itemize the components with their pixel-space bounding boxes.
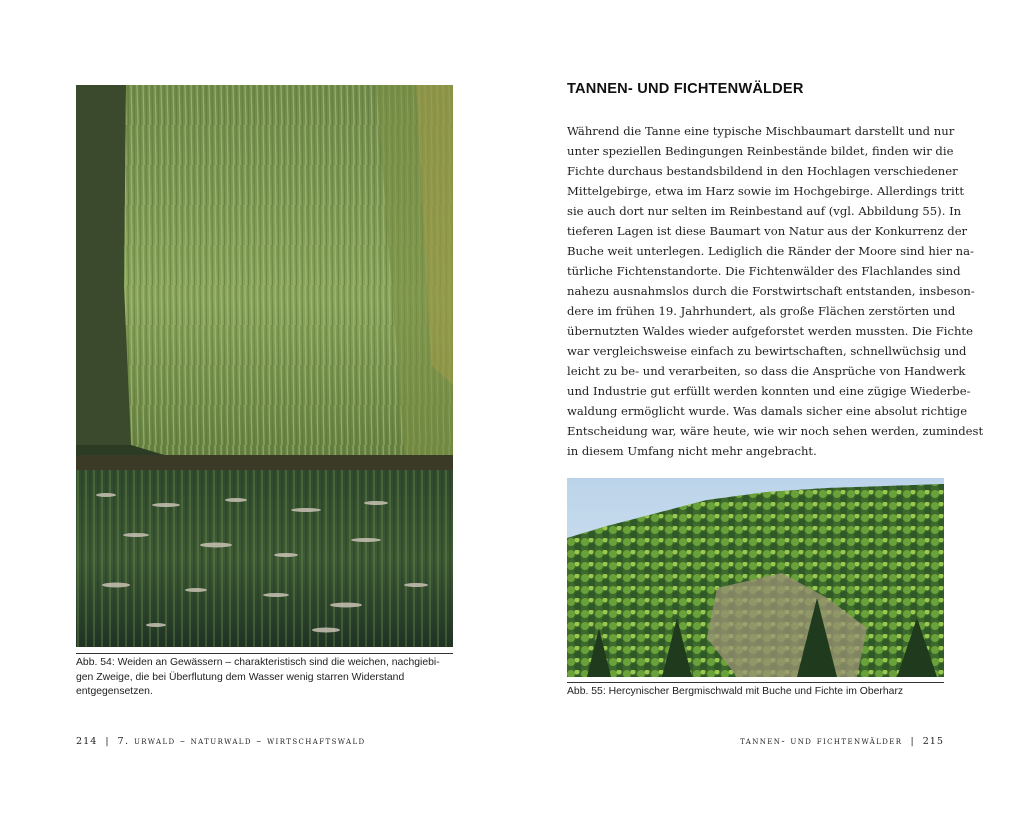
body-line: leicht zu be- und verarbeiten, so dass die Ansprüche von Handwerk	[567, 364, 966, 378]
body-line: unter speziellen Bedingungen Reinbestände bildet, finden wir die	[567, 144, 954, 158]
caption-line: Abb. 54: Weiden an Gewässern – charakteristisch sind die weichen, nachgiebi-	[76, 657, 440, 668]
body-line: waldung ermöglicht wurde. Was damals sicher eine absolut richtige	[567, 404, 968, 418]
body-line: Buche weit unterlegen. Lediglich die Ränder der Moore sind hier na-	[567, 244, 974, 258]
running-head: tannen- und fichtenwälder	[740, 736, 903, 747]
body-line: Während die Tanne eine typische Mischbaumart darstellt und nur	[567, 124, 955, 138]
caption-line: gen Zweige, die bei Überflutung dem Wasser wenig starren Widerstand	[76, 671, 405, 683]
right-footer: tannen- und fichtenwälder | 215	[740, 736, 944, 747]
caption-rule	[76, 653, 453, 654]
left-footer: 214 | 7. urwald – naturwald – wirtschaftswald	[76, 736, 366, 747]
section-heading: TANNEN- UND FICHTENWÄLDER	[567, 81, 804, 97]
body-line: war vergleichsweise einfach zu bewirtschaften, schnellwüchsig und	[567, 344, 967, 358]
body-line: sie auch dort nur selten im Reinbestand auf (vgl. Abbildung 55). In	[567, 204, 962, 218]
right-page	[510, 0, 1020, 813]
body-line: türliche Fichtenstandorte. Die Fichtenwälder des Flachlandes sind	[567, 264, 961, 278]
figure-caption-55: Abb. 55: Hercynischer Bergmischwald mit Buche und Fichte im Oberharz	[567, 686, 904, 697]
caption-rule	[567, 682, 944, 683]
body-line: nahezu ausnahmslos durch die Forstwirtschaft entstanden, insbeson-	[567, 284, 975, 298]
body-line: und Industrie gut erfüllt werden konnten und eine zügige Wiederbe-	[567, 384, 971, 398]
body-line: Entscheidung war, wäre heute, wie wir noch sehen werden, zumindest	[567, 424, 984, 438]
body-line: tieferen Lagen ist diese Baumart von Natur aus der Konkurrenz der	[567, 224, 968, 238]
body-line: übernutzten Waldes wieder aufgeforstet werden mussten. Die Fichte	[567, 324, 973, 338]
page-number: 215	[922, 736, 944, 747]
figure-caption-54	[76, 656, 456, 700]
running-head: 7. urwald – naturwald – wirtschaftswald	[117, 736, 366, 747]
willow-pond-photo	[76, 85, 453, 647]
caption-line: entgegensetzen.	[76, 686, 153, 698]
body-line: dere im frühen 19. Jahrhundert, als große Flächen zerstörten und	[567, 304, 956, 318]
body-line: in diesem Umfang nicht mehr angebracht.	[567, 444, 817, 458]
body-line: Mittelgebirge, etwa im Harz sowie im Hochgebirge. Allerdings tritt	[567, 184, 965, 198]
page-number: 214	[76, 736, 98, 747]
body-paragraph	[567, 121, 984, 461]
mountain-forest-photo	[567, 478, 944, 677]
body-line: Fichte durchaus bestandsbildend in den Hochlagen verschiedener	[567, 164, 958, 178]
